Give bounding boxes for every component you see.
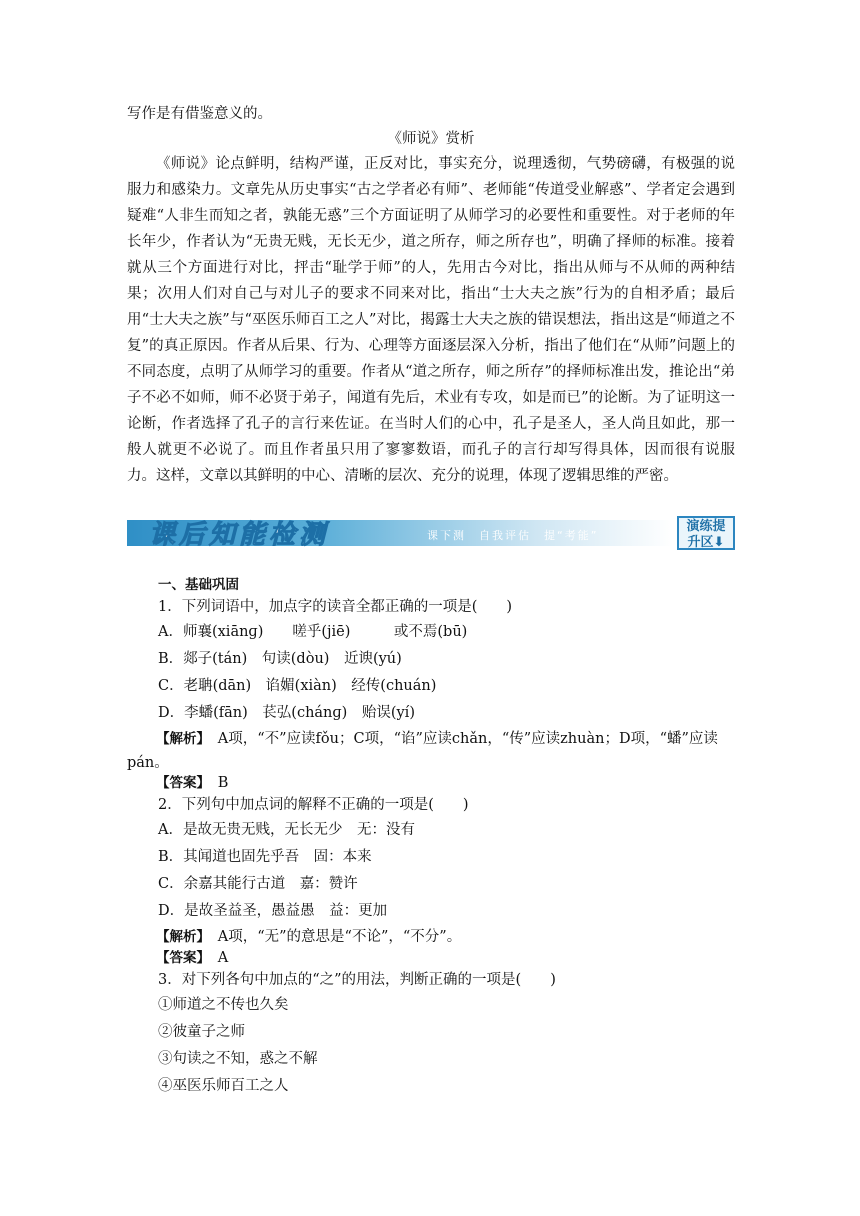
q2-option-d: D．是故圣益圣，愚益愚 益：更加 — [158, 903, 388, 919]
q1-option-b: B．郯子(tán) 句读(dòu) 近谀(yú) — [158, 651, 402, 667]
q2-analysis-text: A项，“无”的意思是“不论”，“不分”。 — [203, 929, 462, 945]
q1-analysis-tag: 【解析】 — [156, 731, 204, 747]
q1-option-a: A．师襄(xiānɡ) 嗟乎(jiē) 或不焉(bū) — [158, 624, 468, 640]
essay-title: 《师说》赏析 — [387, 131, 475, 147]
banner-box — [677, 516, 735, 550]
q3-item-4: ④巫医乐师百工之人 — [158, 1078, 289, 1094]
q2-analysis-tag: 【解析】 — [156, 929, 204, 945]
q3-item-3: ③句读之不知，惑之不解 — [158, 1051, 318, 1067]
q3-stem: 3．对下列各句中加点的“之”的用法，判断正确的一项是( ) — [158, 972, 556, 988]
q2-answer-tag: 【答案】 — [156, 950, 204, 966]
intro-tail-text: 写作是有借鉴意义的。 — [127, 106, 272, 122]
q1-analysis-text: A项，“不”应读fǒu；C项，“谄”应读chǎn，“传”应读zhuàn；D项，“蟠”应读pán。 — [127, 731, 718, 771]
section-heading: 一、基础巩固 — [158, 577, 239, 593]
banner-box-line2: 升区⬇ — [687, 535, 725, 550]
banner-box-line1: 演练提 — [686, 519, 726, 534]
section-banner — [127, 512, 735, 552]
q2-option-c: C．余嘉其能行古道 嘉：赞许 — [158, 876, 358, 892]
q3-item-1: ①师道之不传也久矣 — [158, 997, 289, 1013]
q1-answer-text: B — [203, 775, 229, 791]
q1-option-d: D．李蟠(fān) 苌弘(chánɡ) 贻误(yí) — [158, 705, 415, 721]
q2-stem: 2．下列句中加点词的解释不正确的一项是( ) — [158, 797, 469, 813]
q2-answer-text: A — [203, 950, 229, 966]
banner-title: 课后知能检测 — [149, 520, 330, 550]
q1-analysis — [127, 727, 735, 775]
q3-item-2: ②彼童子之师 — [158, 1024, 245, 1040]
essay-body: 《师说》论点鲜明，结构严谨，正反对比，事实充分，说理透彻，气势磅礴，有极强的说服力和感染力。文章先从历史事实“古之学者必有师”、老师能“传道受业解惑”、学者定会遇到疑难“人非生而知之者，孰能无惑”三个方面证明了从师学习的必要性和重要性。对于老师的年长年少，作者认为“无贵无贱，无长无少，道之所存，师之所存也”，明确了择师的标准。接着就从三个方面进行对比，抨击“耻学于师”的人，先用古今对比，指出从师与不从师的两种结果；次用人们对自己与对儿子的要求不同来对比，指出“士大夫之族”行为的自相矛盾；最后用“士大夫之族”与“巫医乐师百工之人”对比，揭露士大夫之族的错误想法，指出这是“师道之不复”的真正原因。作者从后果、行为、心理等方面逐层深入分析，指出了他们在“从师”问题上的不同态度，点明了从师学习的重要。作者从“道之所存，师之所存”的择师标准出发，推论出“弟子不必不如师，师不必贤于弟子，闻道有先后，术业有专攻，如是而已”的论断。为了证明这一论断，作者选择了孔子的言行来佐证。在当时人们的心中，孔子是圣人，圣人尚且如此，那一般人就更不必说了。而且作者虽只用了寥寥数语，而孔子的言行却写得具体，因而很有说服力。这样，文章以其鲜明的中心、清晰的层次、充分的说理，体现了逻辑思维的严密。 — [127, 156, 735, 484]
q2-option-a: A．是故无贵无贱，无长无少 无：没有 — [158, 822, 415, 838]
banner-subtitle: 课下测 自我评估 提“考能” — [427, 529, 599, 542]
q1-option-c: C．老聃(dān) 谄媚(xiàn) 经传(chuán) — [158, 678, 437, 694]
q2-answer — [127, 946, 735, 970]
q1-answer — [127, 771, 735, 795]
q1-stem: 1．下列词语中，加点字的读音全都正确的一项是( ) — [158, 599, 513, 615]
q2-option-b: B．其闻道也固先乎吾 固：本来 — [158, 849, 372, 865]
q1-answer-tag: 【答案】 — [156, 775, 204, 791]
